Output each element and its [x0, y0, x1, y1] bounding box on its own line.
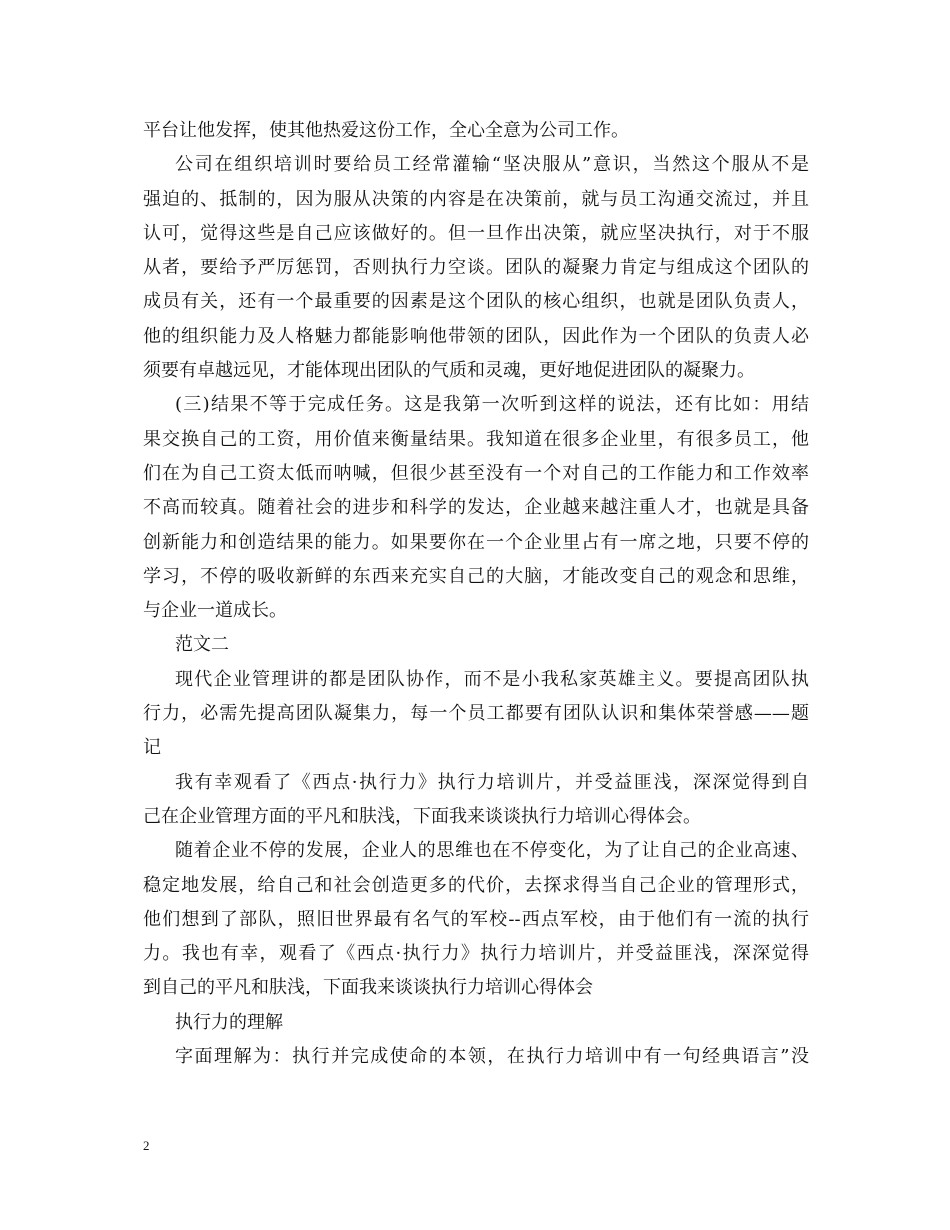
text-line: 学习，不停的吸收新鲜的东西来充实自己的大脑，才能改变自己的观念和思维，: [143, 565, 809, 587]
text-line: 不高而较真。随着社会的进步和科学的发达，企业越来越注重人才，也就是具备: [143, 497, 809, 519]
text-line: 我有幸观看了《西点·执行力》执行力培训片，并受益匪浅，深深觉得到自: [175, 771, 809, 793]
text-line: 们在为自己工资太低而呐喊，但很少甚至没有一个对自己的工作能力和工作效率: [143, 462, 809, 484]
section-heading: 执行力的理解: [175, 1011, 283, 1033]
text-line: 成员有关，还有一个最重要的因素是这个团队的核心组织，也就是团队负责人，: [143, 291, 809, 313]
text-line: 从者，要给予严厉惩罚，否则执行力空谈。团队的凝聚力肯定与组成这个团队的: [143, 257, 809, 279]
text-line: 他的组织能力及人格魅力都能影响他带领的团队，因此作为一个团队的负责人必: [143, 325, 809, 347]
text-line: 到自己的平凡和肤浅，下面我来谈谈执行力培训心得体会: [143, 977, 593, 999]
text-line: 字面理解为：执行并完成使命的本领，在执行力培训中有一句经典语言”没: [175, 1046, 809, 1068]
section-heading: 范文二: [175, 634, 229, 656]
text-line: 创新能力和创造结果的能力。如果要你在一个企业里占有一席之地，只要不停的: [143, 531, 809, 553]
text-line: 力。我也有幸，观看了《西点·执行力》执行力培训片，并受益匪浅，深深觉得: [143, 943, 809, 965]
page-number: 2: [143, 1138, 150, 1153]
text-line: 平台让他发挥，使其他热爱这份工作，全心全意为公司工作。: [143, 120, 629, 141]
text-line: 己在企业管理方面的平凡和肤浅，下面我来谈谈执行力培训心得体会。: [143, 805, 701, 827]
text-line: 稳定地发展，给自己和社会创造更多的代价，去探求得当自己企业的管理形式，: [143, 874, 809, 896]
text-line: 行力，必需先提高团队凝集力，每一个员工都要有团队认识和集体荣誉感——题: [143, 703, 809, 725]
text-line: 与企业一道成长。: [143, 600, 287, 622]
text-line: 现代企业管理讲的都是团队协作，而不是小我私家英雄主义。要提高团队执: [175, 668, 809, 690]
text-line: 果交换自己的工资，用价值来衡量结果。我知道在很多企业里，有很多员工，他: [143, 428, 809, 450]
text-line: 强迫的、抵制的，因为服从决策的内容是在决策前，就与员工沟通交流过，并且: [143, 188, 809, 210]
text-line: 他们想到了部队，照旧世界最有名气的军校--西点军校，由于他们有一流的执行: [143, 908, 809, 930]
text-line: 须要有卓越远见，才能体现出团队的气质和灵魂，更好地促进团队的凝聚力。: [143, 360, 755, 382]
text-line: 随着企业不停的发展，企业人的思维也在不停变化，为了让自己的企业高速、: [175, 840, 809, 862]
text-line: (三)结果不等于完成任务。这是我第一次听到这样的说法，还有比如：用结: [175, 394, 809, 416]
text-line: 记: [143, 737, 161, 759]
document-body: [143, 114, 809, 1074]
text-line: 认可，觉得这些是自己应该做好的。但一旦作出决策，就应坚决执行，对于不服: [143, 222, 809, 244]
text-line: 公司在组织培训时要给员工经常灌输“坚决服从”意识，当然这个服从不是: [175, 154, 809, 176]
